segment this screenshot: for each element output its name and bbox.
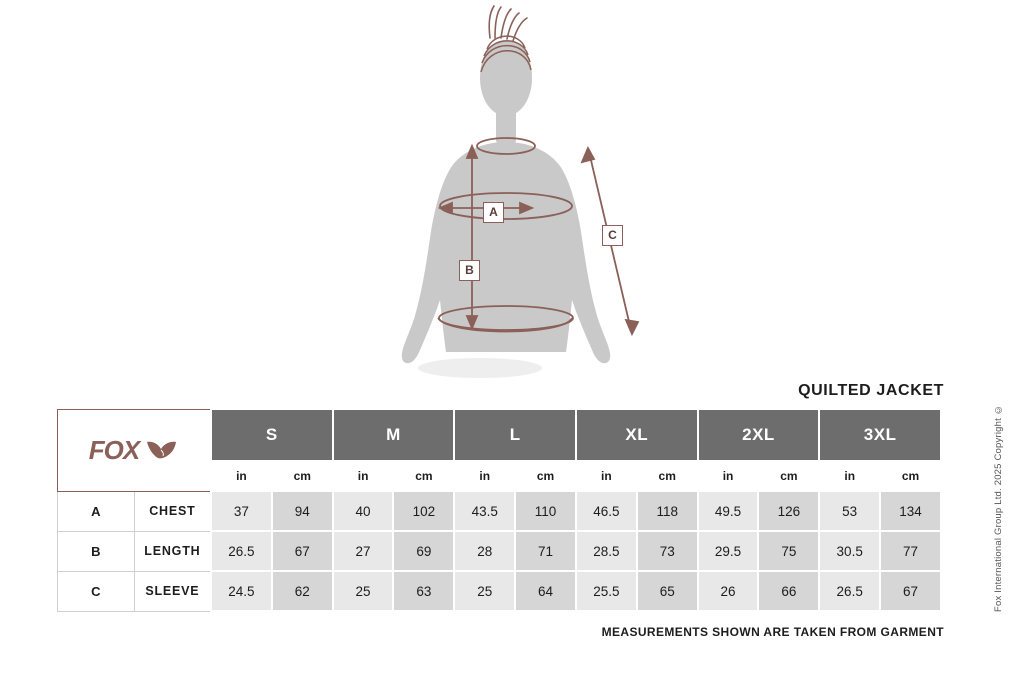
cell-length-l-in: 28 [454,531,515,571]
size-chart-body [58,409,942,611]
unit-l-cm: cm [515,461,576,491]
cell-sleeve-2xl-cm: 66 [758,571,819,611]
cell-chest-l-cm: 110 [515,491,576,531]
row-label-sleeve: SLEEVE [134,571,211,611]
page-title: QUILTED JACKET [798,382,944,399]
female-mannequin-silhouette [330,0,690,385]
brand-name: FOX [88,434,140,465]
cell-length-l-cm: 71 [515,531,576,571]
cell-sleeve-2xl-in: 26 [698,571,759,611]
row-label-chest: CHEST [134,491,211,531]
unit-xl-cm: cm [637,461,698,491]
size-header-s: S [211,409,333,461]
size-header-xl: XL [576,409,698,461]
table-row [58,571,942,611]
cell-sleeve-3xl-cm: 67 [880,571,941,611]
cell-chest-2xl-in: 49.5 [698,491,759,531]
cell-chest-m-cm: 102 [393,491,454,531]
fox-head-icon [145,439,179,461]
cell-chest-l-in: 43.5 [454,491,515,531]
cell-length-s-cm: 67 [272,531,333,571]
unit-m-cm: cm [393,461,454,491]
cell-length-m-in: 27 [333,531,394,571]
dimension-label-c: C [602,225,623,246]
unit-3xl-in: in [819,461,880,491]
cell-length-3xl-cm: 77 [880,531,941,571]
cell-sleeve-l-in: 25 [454,571,515,611]
cell-length-2xl-cm: 75 [758,531,819,571]
row-letter-a: A [58,491,135,531]
cell-length-m-cm: 69 [393,531,454,571]
cell-length-2xl-in: 29.5 [698,531,759,571]
row-letter-b: B [58,531,135,571]
unit-3xl-cm: cm [880,461,941,491]
cell-chest-s-cm: 94 [272,491,333,531]
copyright-notice: Fox International Group Ltd. 2025 Copyright © [993,404,1004,613]
brand-logo-cell [58,409,212,491]
cell-length-3xl-in: 30.5 [819,531,880,571]
cell-chest-xl-in: 46.5 [576,491,637,531]
cell-length-xl-in: 28.5 [576,531,637,571]
size-header-2xl: 2XL [698,409,820,461]
cell-length-xl-cm: 73 [637,531,698,571]
cell-chest-3xl-cm: 134 [880,491,941,531]
cell-chest-m-in: 40 [333,491,394,531]
unit-2xl-in: in [698,461,759,491]
table-row [58,531,942,571]
cell-chest-xl-cm: 118 [637,491,698,531]
table-header-row [58,409,942,461]
dimension-label-a: A [483,202,504,223]
cell-sleeve-l-cm: 64 [515,571,576,611]
cell-sleeve-xl-cm: 65 [637,571,698,611]
size-chart-table [57,408,942,612]
unit-s-in: in [211,461,272,491]
cell-length-s-in: 26.5 [211,531,272,571]
size-header-l: L [454,409,576,461]
row-letter-c: C [58,571,135,611]
size-header-3xl: 3XL [819,409,941,461]
unit-l-in: in [454,461,515,491]
unit-s-cm: cm [272,461,333,491]
table-row [58,491,942,531]
cell-sleeve-s-cm: 62 [272,571,333,611]
cell-sleeve-xl-in: 25.5 [576,571,637,611]
cell-sleeve-s-in: 24.5 [211,571,272,611]
cell-sleeve-3xl-in: 26.5 [819,571,880,611]
unit-2xl-cm: cm [758,461,819,491]
unit-xl-in: in [576,461,637,491]
cell-sleeve-m-cm: 63 [393,571,454,611]
cell-chest-3xl-in: 53 [819,491,880,531]
cell-chest-s-in: 37 [211,491,272,531]
row-label-length: LENGTH [134,531,211,571]
cell-sleeve-m-in: 25 [333,571,394,611]
dimension-label-b: B [459,260,480,281]
unit-m-in: in [333,461,394,491]
cell-chest-2xl-cm: 126 [758,491,819,531]
size-header-m: M [333,409,455,461]
size-chart-table-wrap [57,408,942,612]
measurements-note: MEASUREMENTS SHOWN ARE TAKEN FROM GARMENT [601,625,944,639]
